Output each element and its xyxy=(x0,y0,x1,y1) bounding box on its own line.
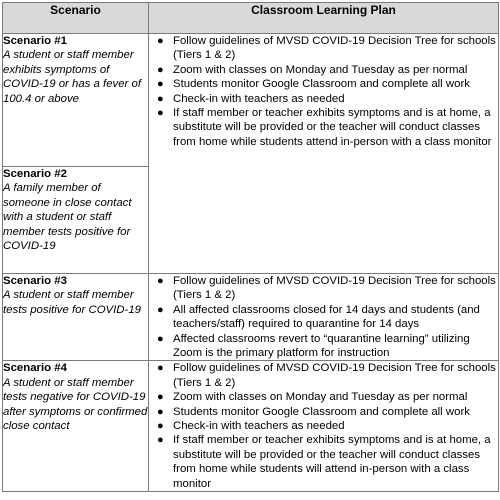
list-item xyxy=(149,361,498,390)
bullet-text: All affected classrooms closed for 14 days and students (and teachers/staff) required to quarantine for 14 days xyxy=(173,303,480,331)
bullet-icon: ● xyxy=(157,107,164,120)
scenario-title: Scenario #3 xyxy=(3,275,67,287)
scenario-cell-1 xyxy=(3,34,149,167)
list-item xyxy=(149,433,498,491)
table-row xyxy=(3,361,499,492)
bullet-icon: ● xyxy=(157,332,164,345)
table-row xyxy=(3,274,499,361)
scenario-description: A student or staff member exhibits symptoms of COVID-19 or has a fever of 100.4 or above xyxy=(3,49,142,105)
plan-bullet-list xyxy=(149,361,498,491)
bullet-icon: ● xyxy=(157,391,164,404)
bullet-text: Students monitor Google Classroom and complete all work xyxy=(173,405,470,418)
list-item xyxy=(149,274,498,303)
bullet-text: Check-in with teachers as needed xyxy=(173,420,345,433)
scenario-description: A student or staff member tests positive for COVID-19 xyxy=(3,289,142,316)
list-item xyxy=(149,332,498,361)
bullet-text: Follow guidelines of MVSD COVID-19 Decision Tree for schools (Tiers 1 & 2) xyxy=(173,362,496,389)
scenario-title: Scenario #2 xyxy=(3,168,67,180)
bullet-icon: ● xyxy=(157,420,164,433)
scenario-description: A student or staff member tests negative for COVID-19 after symptoms or confirmed close contact xyxy=(3,376,148,433)
bullet-text: Check-in with teachers as needed xyxy=(173,92,345,105)
bullet-text: Students monitor Google Classroom and complete all work xyxy=(173,78,470,91)
list-item xyxy=(149,405,498,419)
bullet-text: If staff member or teacher exhibits symptoms and is at home, a substitute will be provided or the teacher will conduct classes from home while students will attend in-person with a class monitor xyxy=(173,434,491,490)
header-classroom-learning-plan: Classroom Learning Plan xyxy=(149,3,499,34)
plan-cell-4 xyxy=(149,361,499,492)
list-item xyxy=(149,92,498,106)
plan-cell-1 xyxy=(149,34,499,274)
bullet-text: Zoom with classes on Monday and Tuesday as per normal xyxy=(173,63,468,76)
classroom-plan-table xyxy=(2,2,499,492)
bullet-text: If staff member or teacher exhibits symptoms and is at home, a substitute will be provided or the teacher will conduct classes from home while students attend in-person with a class monitor xyxy=(173,107,492,148)
scenario-title: Scenario #4 xyxy=(3,362,67,375)
bullet-icon: ● xyxy=(157,303,164,316)
bullet-icon: ● xyxy=(157,275,164,287)
bullet-icon: ● xyxy=(157,434,164,447)
list-item xyxy=(149,419,498,433)
scenario-cell-2 xyxy=(3,167,149,274)
bullet-icon: ● xyxy=(157,92,164,105)
scenario-cell-4 xyxy=(3,361,149,492)
bullet-icon: ● xyxy=(157,78,164,91)
plan-bullet-list xyxy=(149,274,498,360)
header-row xyxy=(3,3,499,34)
plan-cell-3 xyxy=(149,274,499,361)
list-item xyxy=(149,77,498,91)
scenario-title: Scenario #1 xyxy=(3,35,67,47)
list-item xyxy=(149,106,498,149)
plan-bullet-list xyxy=(149,34,498,149)
scenario-cell-3 xyxy=(3,274,149,361)
bullet-text: Affected classrooms revert to “quarantine learning” utilizing Zoom is the primary platform for instruction xyxy=(173,332,470,360)
list-item xyxy=(149,390,498,404)
bullet-text: Follow guidelines of MVSD COVID-19 Decision Tree for schools (Tiers 1 & 2) xyxy=(173,35,496,62)
header-scenario: Scenario xyxy=(3,3,149,34)
bullet-icon: ● xyxy=(157,63,164,76)
bullet-icon: ● xyxy=(157,35,164,47)
bullet-icon: ● xyxy=(157,362,164,375)
bullet-text: Follow guidelines of MVSD COVID-19 Decision Tree for schools (Tiers 1 & 2) xyxy=(173,275,496,302)
list-item xyxy=(149,34,498,63)
scenario-description: A family member of someone in close contact with a student or staff member tests positive for COVID-19 xyxy=(3,182,132,253)
bullet-icon: ● xyxy=(157,405,164,418)
list-item xyxy=(149,63,498,77)
bullet-text: Zoom with classes on Monday and Tuesday as per normal xyxy=(173,391,468,404)
table-row xyxy=(3,34,499,167)
list-item xyxy=(149,303,498,332)
